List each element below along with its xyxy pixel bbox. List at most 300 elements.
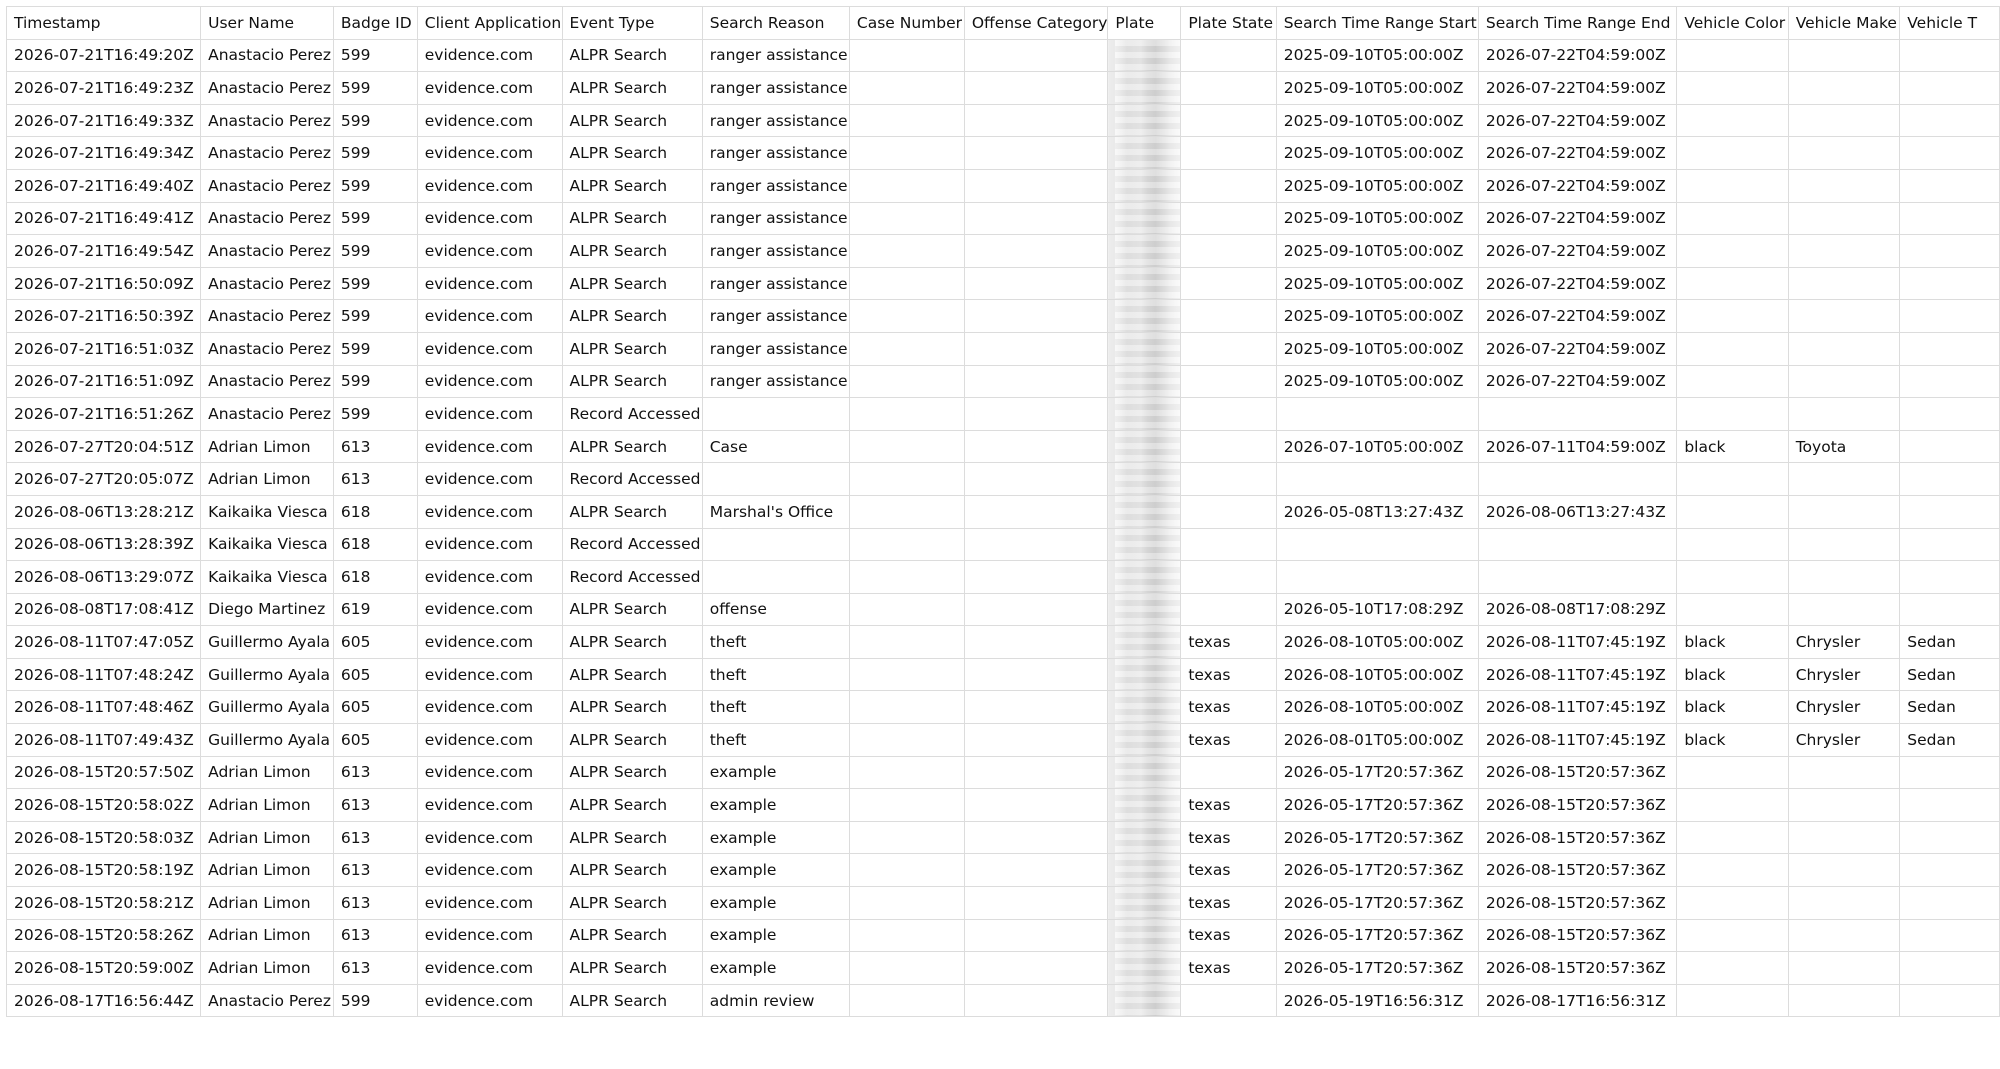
cell-search-time-range-end[interactable]: 2026-08-11T07:45:19Z — [1478, 626, 1676, 659]
cell-case-number[interactable] — [849, 398, 964, 431]
cell-vehicle-type[interactable] — [1900, 561, 2000, 594]
cell-plate[interactable] — [1108, 235, 1181, 268]
cell-event-type[interactable]: ALPR Search — [562, 495, 702, 528]
cell-user-name[interactable]: Anastacio Perez — [201, 398, 334, 431]
cell-timestamp[interactable]: 2026-07-21T16:49:23Z — [7, 72, 201, 105]
table-row[interactable] — [7, 691, 2000, 724]
cell-vehicle-type[interactable] — [1900, 300, 2000, 333]
cell-badge-id[interactable]: 618 — [333, 495, 417, 528]
cell-search-reason[interactable]: ranger assistance — [702, 72, 849, 105]
cell-vehicle-type[interactable] — [1900, 789, 2000, 822]
cell-search-reason[interactable]: admin review — [702, 984, 849, 1017]
cell-vehicle-make[interactable] — [1788, 593, 1900, 626]
cell-event-type[interactable]: ALPR Search — [562, 984, 702, 1017]
cell-vehicle-color[interactable]: black — [1677, 724, 1788, 757]
cell-timestamp[interactable]: 2026-07-21T16:49:40Z — [7, 169, 201, 202]
cell-plate[interactable] — [1108, 919, 1181, 952]
cell-event-type[interactable]: ALPR Search — [562, 756, 702, 789]
cell-search-time-range-end[interactable]: 2026-07-22T04:59:00Z — [1478, 202, 1676, 235]
cell-plate-state[interactable] — [1181, 267, 1276, 300]
cell-timestamp[interactable]: 2026-08-06T13:28:21Z — [7, 495, 201, 528]
cell-plate-state[interactable]: texas — [1181, 887, 1276, 920]
cell-case-number[interactable] — [849, 300, 964, 333]
cell-user-name[interactable]: Kaikaika Viesca — [201, 495, 334, 528]
cell-search-time-range-start[interactable]: 2025-09-10T05:00:00Z — [1276, 202, 1478, 235]
cell-event-type[interactable]: ALPR Search — [562, 169, 702, 202]
cell-offense-category[interactable] — [964, 495, 1108, 528]
cell-client-application[interactable]: evidence.com — [417, 495, 562, 528]
cell-plate-state[interactable] — [1181, 495, 1276, 528]
cell-badge-id[interactable]: 613 — [333, 463, 417, 496]
cell-timestamp[interactable]: 2026-08-15T20:58:26Z — [7, 919, 201, 952]
column-header-user-name[interactable]: User Name — [201, 7, 334, 40]
cell-search-time-range-start[interactable]: 2026-05-10T17:08:29Z — [1276, 593, 1478, 626]
cell-search-time-range-start[interactable]: 2026-05-08T13:27:43Z — [1276, 495, 1478, 528]
cell-case-number[interactable] — [849, 658, 964, 691]
cell-search-time-range-start[interactable]: 2026-05-17T20:57:36Z — [1276, 952, 1478, 985]
cell-vehicle-make[interactable] — [1788, 919, 1900, 952]
table-row[interactable] — [7, 398, 2000, 431]
cell-search-reason[interactable]: example — [702, 952, 849, 985]
cell-plate[interactable] — [1108, 137, 1181, 170]
cell-vehicle-make[interactable] — [1788, 137, 1900, 170]
cell-search-time-range-end[interactable] — [1478, 398, 1676, 431]
cell-user-name[interactable]: Adrian Limon — [201, 821, 334, 854]
cell-search-reason[interactable]: example — [702, 821, 849, 854]
cell-case-number[interactable] — [849, 789, 964, 822]
cell-timestamp[interactable]: 2026-08-15T20:58:03Z — [7, 821, 201, 854]
cell-search-time-range-end[interactable]: 2026-08-11T07:45:19Z — [1478, 724, 1676, 757]
column-header-vehicle-type[interactable]: Vehicle T — [1900, 7, 2000, 40]
cell-search-reason[interactable]: ranger assistance — [702, 267, 849, 300]
cell-plate-state[interactable] — [1181, 39, 1276, 72]
cell-client-application[interactable]: evidence.com — [417, 887, 562, 920]
cell-vehicle-type[interactable]: Sedan — [1900, 658, 2000, 691]
column-header-timestamp[interactable]: Timestamp — [7, 7, 201, 40]
cell-search-reason[interactable]: ranger assistance — [702, 137, 849, 170]
cell-vehicle-type[interactable] — [1900, 952, 2000, 985]
cell-vehicle-type[interactable] — [1900, 919, 2000, 952]
cell-vehicle-type[interactable] — [1900, 756, 2000, 789]
cell-client-application[interactable]: evidence.com — [417, 756, 562, 789]
cell-timestamp[interactable]: 2026-07-21T16:49:41Z — [7, 202, 201, 235]
cell-vehicle-type[interactable] — [1900, 137, 2000, 170]
cell-event-type[interactable]: ALPR Search — [562, 332, 702, 365]
cell-timestamp[interactable]: 2026-07-21T16:49:54Z — [7, 235, 201, 268]
cell-badge-id[interactable]: 613 — [333, 854, 417, 887]
cell-client-application[interactable]: evidence.com — [417, 137, 562, 170]
cell-case-number[interactable] — [849, 169, 964, 202]
cell-case-number[interactable] — [849, 691, 964, 724]
cell-vehicle-make[interactable] — [1788, 561, 1900, 594]
cell-search-time-range-end[interactable] — [1478, 528, 1676, 561]
column-header-client-application[interactable]: Client Application — [417, 7, 562, 40]
cell-search-time-range-end[interactable]: 2026-07-22T04:59:00Z — [1478, 72, 1676, 105]
cell-client-application[interactable]: evidence.com — [417, 821, 562, 854]
cell-case-number[interactable] — [849, 39, 964, 72]
cell-case-number[interactable] — [849, 104, 964, 137]
cell-vehicle-make[interactable] — [1788, 528, 1900, 561]
cell-client-application[interactable]: evidence.com — [417, 72, 562, 105]
cell-vehicle-make[interactable]: Chrysler — [1788, 691, 1900, 724]
cell-client-application[interactable]: evidence.com — [417, 430, 562, 463]
cell-badge-id[interactable]: 599 — [333, 398, 417, 431]
cell-search-time-range-start[interactable]: 2026-05-17T20:57:36Z — [1276, 756, 1478, 789]
table-row[interactable] — [7, 39, 2000, 72]
cell-client-application[interactable]: evidence.com — [417, 202, 562, 235]
cell-search-time-range-end[interactable]: 2026-08-17T16:56:31Z — [1478, 984, 1676, 1017]
table-row[interactable] — [7, 626, 2000, 659]
cell-user-name[interactable]: Kaikaika Viesca — [201, 561, 334, 594]
cell-badge-id[interactable]: 599 — [333, 39, 417, 72]
cell-user-name[interactable]: Anastacio Perez — [201, 137, 334, 170]
cell-offense-category[interactable] — [964, 984, 1108, 1017]
cell-search-time-range-end[interactable]: 2026-07-22T04:59:00Z — [1478, 104, 1676, 137]
table-row[interactable] — [7, 365, 2000, 398]
cell-plate-state[interactable]: texas — [1181, 952, 1276, 985]
column-header-search-reason[interactable]: Search Reason — [702, 7, 849, 40]
cell-search-reason[interactable] — [702, 398, 849, 431]
cell-timestamp[interactable]: 2026-07-27T20:05:07Z — [7, 463, 201, 496]
cell-vehicle-type[interactable] — [1900, 398, 2000, 431]
cell-vehicle-color[interactable]: black — [1677, 626, 1788, 659]
cell-case-number[interactable] — [849, 72, 964, 105]
cell-search-reason[interactable]: ranger assistance — [702, 39, 849, 72]
cell-search-reason[interactable]: theft — [702, 724, 849, 757]
table-row[interactable] — [7, 724, 2000, 757]
cell-vehicle-make[interactable] — [1788, 300, 1900, 333]
cell-search-time-range-start[interactable]: 2026-05-19T16:56:31Z — [1276, 984, 1478, 1017]
cell-vehicle-type[interactable] — [1900, 887, 2000, 920]
cell-vehicle-color[interactable] — [1677, 593, 1788, 626]
cell-timestamp[interactable]: 2026-07-21T16:51:09Z — [7, 365, 201, 398]
cell-user-name[interactable]: Guillermo Ayala — [201, 658, 334, 691]
cell-search-time-range-start[interactable]: 2025-09-10T05:00:00Z — [1276, 72, 1478, 105]
cell-event-type[interactable]: ALPR Search — [562, 300, 702, 333]
cell-vehicle-type[interactable] — [1900, 593, 2000, 626]
cell-event-type[interactable]: ALPR Search — [562, 137, 702, 170]
cell-user-name[interactable]: Anastacio Perez — [201, 235, 334, 268]
cell-plate[interactable] — [1108, 72, 1181, 105]
table-row[interactable] — [7, 984, 2000, 1017]
cell-case-number[interactable] — [849, 984, 964, 1017]
cell-search-time-range-end[interactable]: 2026-07-22T04:59:00Z — [1478, 332, 1676, 365]
cell-search-reason[interactable]: theft — [702, 691, 849, 724]
table-row[interactable] — [7, 756, 2000, 789]
cell-plate-state[interactable] — [1181, 528, 1276, 561]
cell-offense-category[interactable] — [964, 952, 1108, 985]
table-row[interactable] — [7, 430, 2000, 463]
cell-timestamp[interactable]: 2026-08-11T07:49:43Z — [7, 724, 201, 757]
cell-search-time-range-end[interactable]: 2026-08-15T20:57:36Z — [1478, 756, 1676, 789]
cell-plate[interactable] — [1108, 398, 1181, 431]
cell-timestamp[interactable]: 2026-07-21T16:49:20Z — [7, 39, 201, 72]
cell-offense-category[interactable] — [964, 919, 1108, 952]
cell-vehicle-type[interactable] — [1900, 235, 2000, 268]
table-row[interactable] — [7, 854, 2000, 887]
cell-vehicle-make[interactable] — [1788, 39, 1900, 72]
cell-search-time-range-start[interactable]: 2026-08-10T05:00:00Z — [1276, 658, 1478, 691]
cell-search-time-range-end[interactable]: 2026-07-22T04:59:00Z — [1478, 169, 1676, 202]
cell-case-number[interactable] — [849, 463, 964, 496]
cell-plate-state[interactable]: texas — [1181, 789, 1276, 822]
cell-search-time-range-start[interactable]: 2025-09-10T05:00:00Z — [1276, 235, 1478, 268]
cell-plate[interactable] — [1108, 332, 1181, 365]
cell-search-time-range-end[interactable]: 2026-07-11T04:59:00Z — [1478, 430, 1676, 463]
cell-plate[interactable] — [1108, 561, 1181, 594]
column-header-vehicle-make[interactable]: Vehicle Make — [1788, 7, 1900, 40]
cell-search-reason[interactable]: ranger assistance — [702, 332, 849, 365]
cell-timestamp[interactable]: 2026-07-21T16:51:03Z — [7, 332, 201, 365]
cell-search-time-range-start[interactable]: 2026-08-10T05:00:00Z — [1276, 691, 1478, 724]
cell-offense-category[interactable] — [964, 398, 1108, 431]
cell-search-time-range-start[interactable]: 2026-05-17T20:57:36Z — [1276, 821, 1478, 854]
cell-timestamp[interactable]: 2026-08-17T16:56:44Z — [7, 984, 201, 1017]
cell-search-time-range-start[interactable]: 2025-09-10T05:00:00Z — [1276, 169, 1478, 202]
cell-plate-state[interactable] — [1181, 430, 1276, 463]
cell-vehicle-color[interactable] — [1677, 332, 1788, 365]
cell-offense-category[interactable] — [964, 300, 1108, 333]
cell-plate-state[interactable] — [1181, 463, 1276, 496]
table-row[interactable] — [7, 593, 2000, 626]
cell-offense-category[interactable] — [964, 202, 1108, 235]
cell-client-application[interactable]: evidence.com — [417, 952, 562, 985]
cell-search-time-range-start[interactable] — [1276, 398, 1478, 431]
cell-timestamp[interactable]: 2026-08-11T07:48:24Z — [7, 658, 201, 691]
cell-offense-category[interactable] — [964, 72, 1108, 105]
cell-plate[interactable] — [1108, 104, 1181, 137]
cell-badge-id[interactable]: 599 — [333, 72, 417, 105]
cell-timestamp[interactable]: 2026-08-15T20:59:00Z — [7, 952, 201, 985]
cell-vehicle-color[interactable] — [1677, 821, 1788, 854]
cell-timestamp[interactable]: 2026-08-06T13:28:39Z — [7, 528, 201, 561]
cell-timestamp[interactable]: 2026-07-21T16:49:33Z — [7, 104, 201, 137]
cell-search-time-range-end[interactable]: 2026-07-22T04:59:00Z — [1478, 267, 1676, 300]
cell-badge-id[interactable]: 618 — [333, 528, 417, 561]
cell-case-number[interactable] — [849, 756, 964, 789]
cell-badge-id[interactable]: 613 — [333, 919, 417, 952]
cell-search-time-range-start[interactable]: 2026-05-17T20:57:36Z — [1276, 854, 1478, 887]
cell-vehicle-color[interactable] — [1677, 528, 1788, 561]
cell-case-number[interactable] — [849, 626, 964, 659]
cell-plate-state[interactable] — [1181, 104, 1276, 137]
cell-vehicle-color[interactable] — [1677, 463, 1788, 496]
cell-badge-id[interactable]: 605 — [333, 626, 417, 659]
cell-event-type[interactable]: ALPR Search — [562, 430, 702, 463]
cell-search-time-range-start[interactable] — [1276, 528, 1478, 561]
cell-client-application[interactable]: evidence.com — [417, 300, 562, 333]
cell-offense-category[interactable] — [964, 463, 1108, 496]
cell-search-reason[interactable]: ranger assistance — [702, 365, 849, 398]
cell-search-time-range-start[interactable]: 2025-09-10T05:00:00Z — [1276, 39, 1478, 72]
cell-plate-state[interactable]: texas — [1181, 724, 1276, 757]
cell-timestamp[interactable]: 2026-08-15T20:58:02Z — [7, 789, 201, 822]
cell-vehicle-make[interactable] — [1788, 72, 1900, 105]
table-row[interactable] — [7, 561, 2000, 594]
cell-search-time-range-end[interactable]: 2026-08-15T20:57:36Z — [1478, 919, 1676, 952]
cell-timestamp[interactable]: 2026-08-11T07:48:46Z — [7, 691, 201, 724]
cell-vehicle-make[interactable] — [1788, 821, 1900, 854]
table-row[interactable] — [7, 821, 2000, 854]
cell-plate[interactable] — [1108, 528, 1181, 561]
cell-plate[interactable] — [1108, 887, 1181, 920]
cell-offense-category[interactable] — [964, 365, 1108, 398]
column-header-search-time-range-end[interactable]: Search Time Range End — [1478, 7, 1676, 40]
cell-event-type[interactable]: ALPR Search — [562, 72, 702, 105]
cell-vehicle-color[interactable] — [1677, 169, 1788, 202]
cell-plate[interactable] — [1108, 756, 1181, 789]
cell-plate[interactable] — [1108, 430, 1181, 463]
cell-search-time-range-end[interactable] — [1478, 463, 1676, 496]
cell-user-name[interactable]: Adrian Limon — [201, 919, 334, 952]
cell-event-type[interactable]: ALPR Search — [562, 593, 702, 626]
cell-badge-id[interactable]: 599 — [333, 984, 417, 1017]
cell-case-number[interactable] — [849, 202, 964, 235]
cell-plate-state[interactable] — [1181, 169, 1276, 202]
cell-client-application[interactable]: evidence.com — [417, 463, 562, 496]
cell-badge-id[interactable]: 599 — [333, 104, 417, 137]
cell-vehicle-type[interactable]: Sedan — [1900, 626, 2000, 659]
cell-timestamp[interactable]: 2026-08-06T13:29:07Z — [7, 561, 201, 594]
cell-offense-category[interactable] — [964, 691, 1108, 724]
cell-vehicle-color[interactable] — [1677, 756, 1788, 789]
cell-plate[interactable] — [1108, 593, 1181, 626]
cell-user-name[interactable]: Adrian Limon — [201, 887, 334, 920]
table-row[interactable] — [7, 235, 2000, 268]
cell-case-number[interactable] — [849, 495, 964, 528]
cell-plate-state[interactable]: texas — [1181, 854, 1276, 887]
cell-plate-state[interactable] — [1181, 202, 1276, 235]
cell-user-name[interactable]: Adrian Limon — [201, 756, 334, 789]
cell-case-number[interactable] — [849, 724, 964, 757]
table-row[interactable] — [7, 137, 2000, 170]
cell-vehicle-color[interactable] — [1677, 919, 1788, 952]
cell-vehicle-make[interactable] — [1788, 235, 1900, 268]
cell-event-type[interactable]: ALPR Search — [562, 202, 702, 235]
table-row[interactable] — [7, 658, 2000, 691]
cell-search-time-range-start[interactable]: 2025-09-10T05:00:00Z — [1276, 137, 1478, 170]
cell-plate[interactable] — [1108, 984, 1181, 1017]
cell-badge-id[interactable]: 599 — [333, 202, 417, 235]
cell-user-name[interactable]: Adrian Limon — [201, 430, 334, 463]
cell-plate-state[interactable]: texas — [1181, 626, 1276, 659]
cell-search-reason[interactable]: ranger assistance — [702, 169, 849, 202]
cell-badge-id[interactable]: 605 — [333, 724, 417, 757]
cell-badge-id[interactable]: 613 — [333, 887, 417, 920]
cell-vehicle-make[interactable] — [1788, 756, 1900, 789]
cell-vehicle-make[interactable]: Chrysler — [1788, 724, 1900, 757]
cell-search-time-range-end[interactable]: 2026-08-15T20:57:36Z — [1478, 887, 1676, 920]
cell-vehicle-color[interactable] — [1677, 952, 1788, 985]
cell-client-application[interactable]: evidence.com — [417, 724, 562, 757]
cell-vehicle-type[interactable] — [1900, 267, 2000, 300]
cell-offense-category[interactable] — [964, 528, 1108, 561]
cell-event-type[interactable]: Record Accessed — [562, 561, 702, 594]
cell-search-time-range-start[interactable]: 2025-09-10T05:00:00Z — [1276, 104, 1478, 137]
cell-event-type[interactable]: ALPR Search — [562, 887, 702, 920]
cell-user-name[interactable]: Anastacio Perez — [201, 169, 334, 202]
cell-client-application[interactable]: evidence.com — [417, 984, 562, 1017]
cell-plate[interactable] — [1108, 495, 1181, 528]
cell-event-type[interactable]: ALPR Search — [562, 267, 702, 300]
cell-user-name[interactable]: Anastacio Perez — [201, 39, 334, 72]
cell-search-reason[interactable]: Marshal's Office — [702, 495, 849, 528]
cell-offense-category[interactable] — [964, 821, 1108, 854]
cell-vehicle-type[interactable] — [1900, 104, 2000, 137]
cell-user-name[interactable]: Anastacio Perez — [201, 104, 334, 137]
cell-badge-id[interactable]: 599 — [333, 300, 417, 333]
cell-search-reason[interactable] — [702, 463, 849, 496]
cell-vehicle-type[interactable] — [1900, 821, 2000, 854]
cell-event-type[interactable]: ALPR Search — [562, 919, 702, 952]
cell-plate[interactable] — [1108, 724, 1181, 757]
cell-search-reason[interactable]: offense — [702, 593, 849, 626]
cell-vehicle-make[interactable]: Toyota — [1788, 430, 1900, 463]
cell-search-time-range-end[interactable]: 2026-08-15T20:57:36Z — [1478, 821, 1676, 854]
cell-offense-category[interactable] — [964, 430, 1108, 463]
cell-vehicle-color[interactable]: black — [1677, 430, 1788, 463]
cell-event-type[interactable]: ALPR Search — [562, 691, 702, 724]
cell-vehicle-color[interactable] — [1677, 72, 1788, 105]
cell-badge-id[interactable]: 605 — [333, 658, 417, 691]
cell-search-time-range-end[interactable]: 2026-08-06T13:27:43Z — [1478, 495, 1676, 528]
cell-vehicle-color[interactable] — [1677, 398, 1788, 431]
cell-case-number[interactable] — [849, 919, 964, 952]
cell-vehicle-type[interactable] — [1900, 528, 2000, 561]
cell-case-number[interactable] — [849, 528, 964, 561]
cell-vehicle-color[interactable]: black — [1677, 658, 1788, 691]
cell-offense-category[interactable] — [964, 104, 1108, 137]
column-header-search-time-range-start[interactable]: Search Time Range Start — [1276, 7, 1478, 40]
cell-event-type[interactable]: ALPR Search — [562, 952, 702, 985]
cell-search-reason[interactable]: ranger assistance — [702, 202, 849, 235]
cell-vehicle-make[interactable] — [1788, 365, 1900, 398]
cell-plate[interactable] — [1108, 691, 1181, 724]
cell-timestamp[interactable]: 2026-07-21T16:50:09Z — [7, 267, 201, 300]
cell-plate-state[interactable] — [1181, 235, 1276, 268]
cell-vehicle-color[interactable] — [1677, 984, 1788, 1017]
cell-vehicle-type[interactable] — [1900, 365, 2000, 398]
cell-offense-category[interactable] — [964, 267, 1108, 300]
cell-search-reason[interactable]: Case — [702, 430, 849, 463]
cell-vehicle-type[interactable]: Sedan — [1900, 691, 2000, 724]
cell-vehicle-make[interactable] — [1788, 104, 1900, 137]
cell-plate-state[interactable]: texas — [1181, 658, 1276, 691]
cell-vehicle-color[interactable] — [1677, 495, 1788, 528]
cell-client-application[interactable]: evidence.com — [417, 919, 562, 952]
cell-case-number[interactable] — [849, 430, 964, 463]
cell-search-reason[interactable]: example — [702, 789, 849, 822]
cell-plate[interactable] — [1108, 365, 1181, 398]
cell-vehicle-color[interactable] — [1677, 561, 1788, 594]
cell-search-time-range-start[interactable]: 2026-05-17T20:57:36Z — [1276, 887, 1478, 920]
cell-timestamp[interactable]: 2026-08-08T17:08:41Z — [7, 593, 201, 626]
cell-case-number[interactable] — [849, 821, 964, 854]
cell-search-time-range-start[interactable]: 2025-09-10T05:00:00Z — [1276, 300, 1478, 333]
cell-user-name[interactable]: Adrian Limon — [201, 854, 334, 887]
cell-plate[interactable] — [1108, 854, 1181, 887]
cell-timestamp[interactable]: 2026-07-21T16:49:34Z — [7, 137, 201, 170]
cell-vehicle-make[interactable] — [1788, 332, 1900, 365]
cell-plate-state[interactable]: texas — [1181, 821, 1276, 854]
cell-plate[interactable] — [1108, 952, 1181, 985]
table-row[interactable] — [7, 104, 2000, 137]
column-header-vehicle-color[interactable]: Vehicle Color — [1677, 7, 1788, 40]
cell-client-application[interactable]: evidence.com — [417, 789, 562, 822]
table-row[interactable] — [7, 267, 2000, 300]
table-row[interactable] — [7, 919, 2000, 952]
cell-plate[interactable] — [1108, 821, 1181, 854]
